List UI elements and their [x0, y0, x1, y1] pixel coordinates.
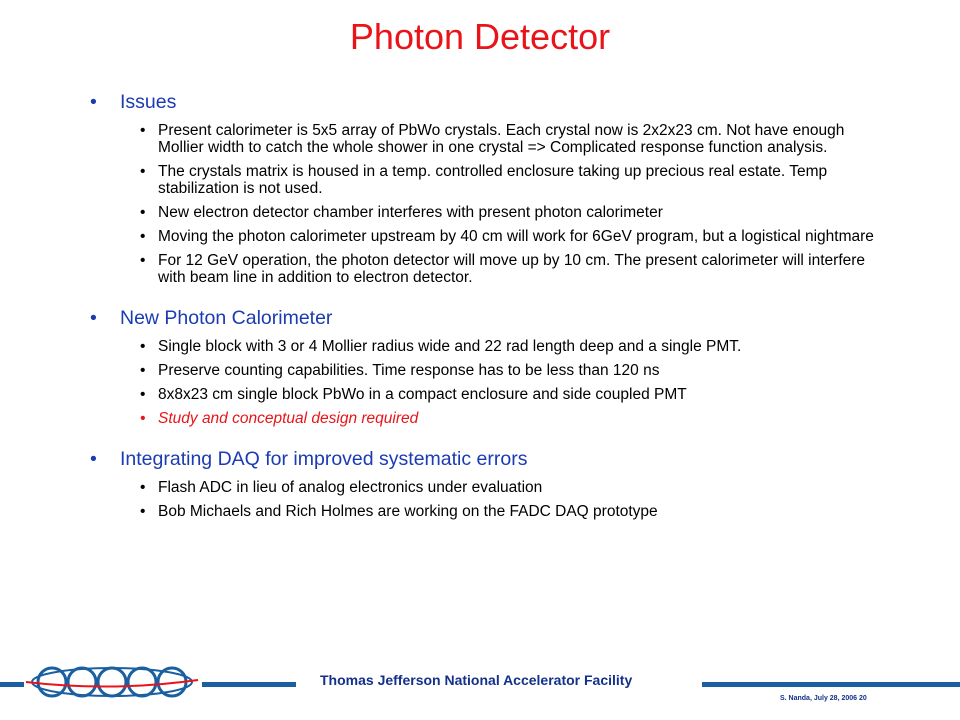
bullet-icon: •: [140, 122, 146, 139]
list-item-text: Study and conceptual design required: [158, 410, 419, 427]
list-item: [136, 252, 890, 286]
bullet-icon: •: [140, 204, 146, 221]
list-item: [136, 228, 890, 245]
bullet-icon: •: [140, 410, 146, 427]
list-item-text: Moving the photon calorimeter upstream by 40 cm will work for 6GeV program, but a logistical nightmare: [158, 228, 874, 245]
bullet-icon: •: [140, 503, 146, 520]
list-item-text: Single block with 3 or 4 Mollier radius wide and 22 rad length deep and a single PMT.: [158, 338, 742, 355]
footer-rule: [202, 682, 296, 687]
footer-rule: [702, 682, 960, 687]
section-heading-text: Issues: [120, 91, 177, 113]
bullet-icon: •: [90, 91, 97, 113]
bullet-icon: •: [140, 338, 146, 355]
section-heading: [90, 90, 890, 114]
section-issues: [90, 90, 890, 286]
section-heading: [90, 306, 890, 330]
list-item-text: The crystals matrix is housed in a temp. controlled enclosure taking up precious real estate. Temp stabilization is not used.: [158, 163, 828, 197]
bullet-icon: •: [140, 362, 146, 379]
section-heading-text: New Photon Calorimeter: [120, 307, 333, 329]
list-item-highlight: [136, 410, 890, 427]
list-item: [136, 386, 890, 403]
slide-title: Photon Detector: [349, 16, 611, 57]
list-item: [136, 479, 890, 496]
section-new-photon-calorimeter: [90, 306, 890, 427]
bullet-icon: •: [140, 228, 146, 245]
jefferson-lab-logo: [20, 652, 205, 712]
list-item: [136, 503, 890, 520]
slide-content: [90, 90, 890, 540]
footer-organization: Thomas Jefferson National Accelerator Facility: [320, 672, 633, 688]
list-item: [136, 122, 890, 156]
list-item-text: For 12 GeV operation, the photon detector will move up by 10 cm. The present calorimeter will interfere with beam line in addition to electron detector.: [158, 252, 866, 286]
list-item: [136, 204, 890, 221]
bullet-icon: •: [140, 479, 146, 496]
bullet-icon: •: [90, 448, 97, 470]
section-integrating-daq: [90, 447, 890, 520]
list-item-text: Preserve counting capabilities. Time response has to be less than 120 ns: [158, 362, 660, 379]
footer-credit: S. Nanda, July 28, 2006 20: [780, 695, 867, 702]
bullet-icon: •: [90, 307, 97, 329]
bullet-icon: •: [140, 252, 146, 269]
list-item: [136, 338, 890, 355]
section-heading: [90, 447, 890, 471]
section-heading-text: Integrating DAQ for improved systematic errors: [120, 448, 528, 470]
bullet-icon: •: [140, 386, 146, 403]
list-item: [136, 163, 890, 197]
list-item-text: New electron detector chamber interferes with present photon calorimeter: [158, 204, 663, 221]
bullet-icon: •: [140, 163, 146, 180]
list-item-text: Present calorimeter is 5x5 array of PbWo crystals. Each crystal now is 2x2x23 cm. Not have enough Mollier width to catch the whole shower in one crystal => Complicated response function analysis.: [158, 122, 845, 156]
list-item: [136, 362, 890, 379]
list-item-text: Flash ADC in lieu of analog electronics under evaluation: [158, 479, 543, 496]
list-item-text: 8x8x23 cm single block PbWo in a compact enclosure and side coupled PMT: [158, 386, 687, 403]
list-item-text: Bob Michaels and Rich Holmes are working on the FADC DAQ prototype: [158, 503, 658, 520]
